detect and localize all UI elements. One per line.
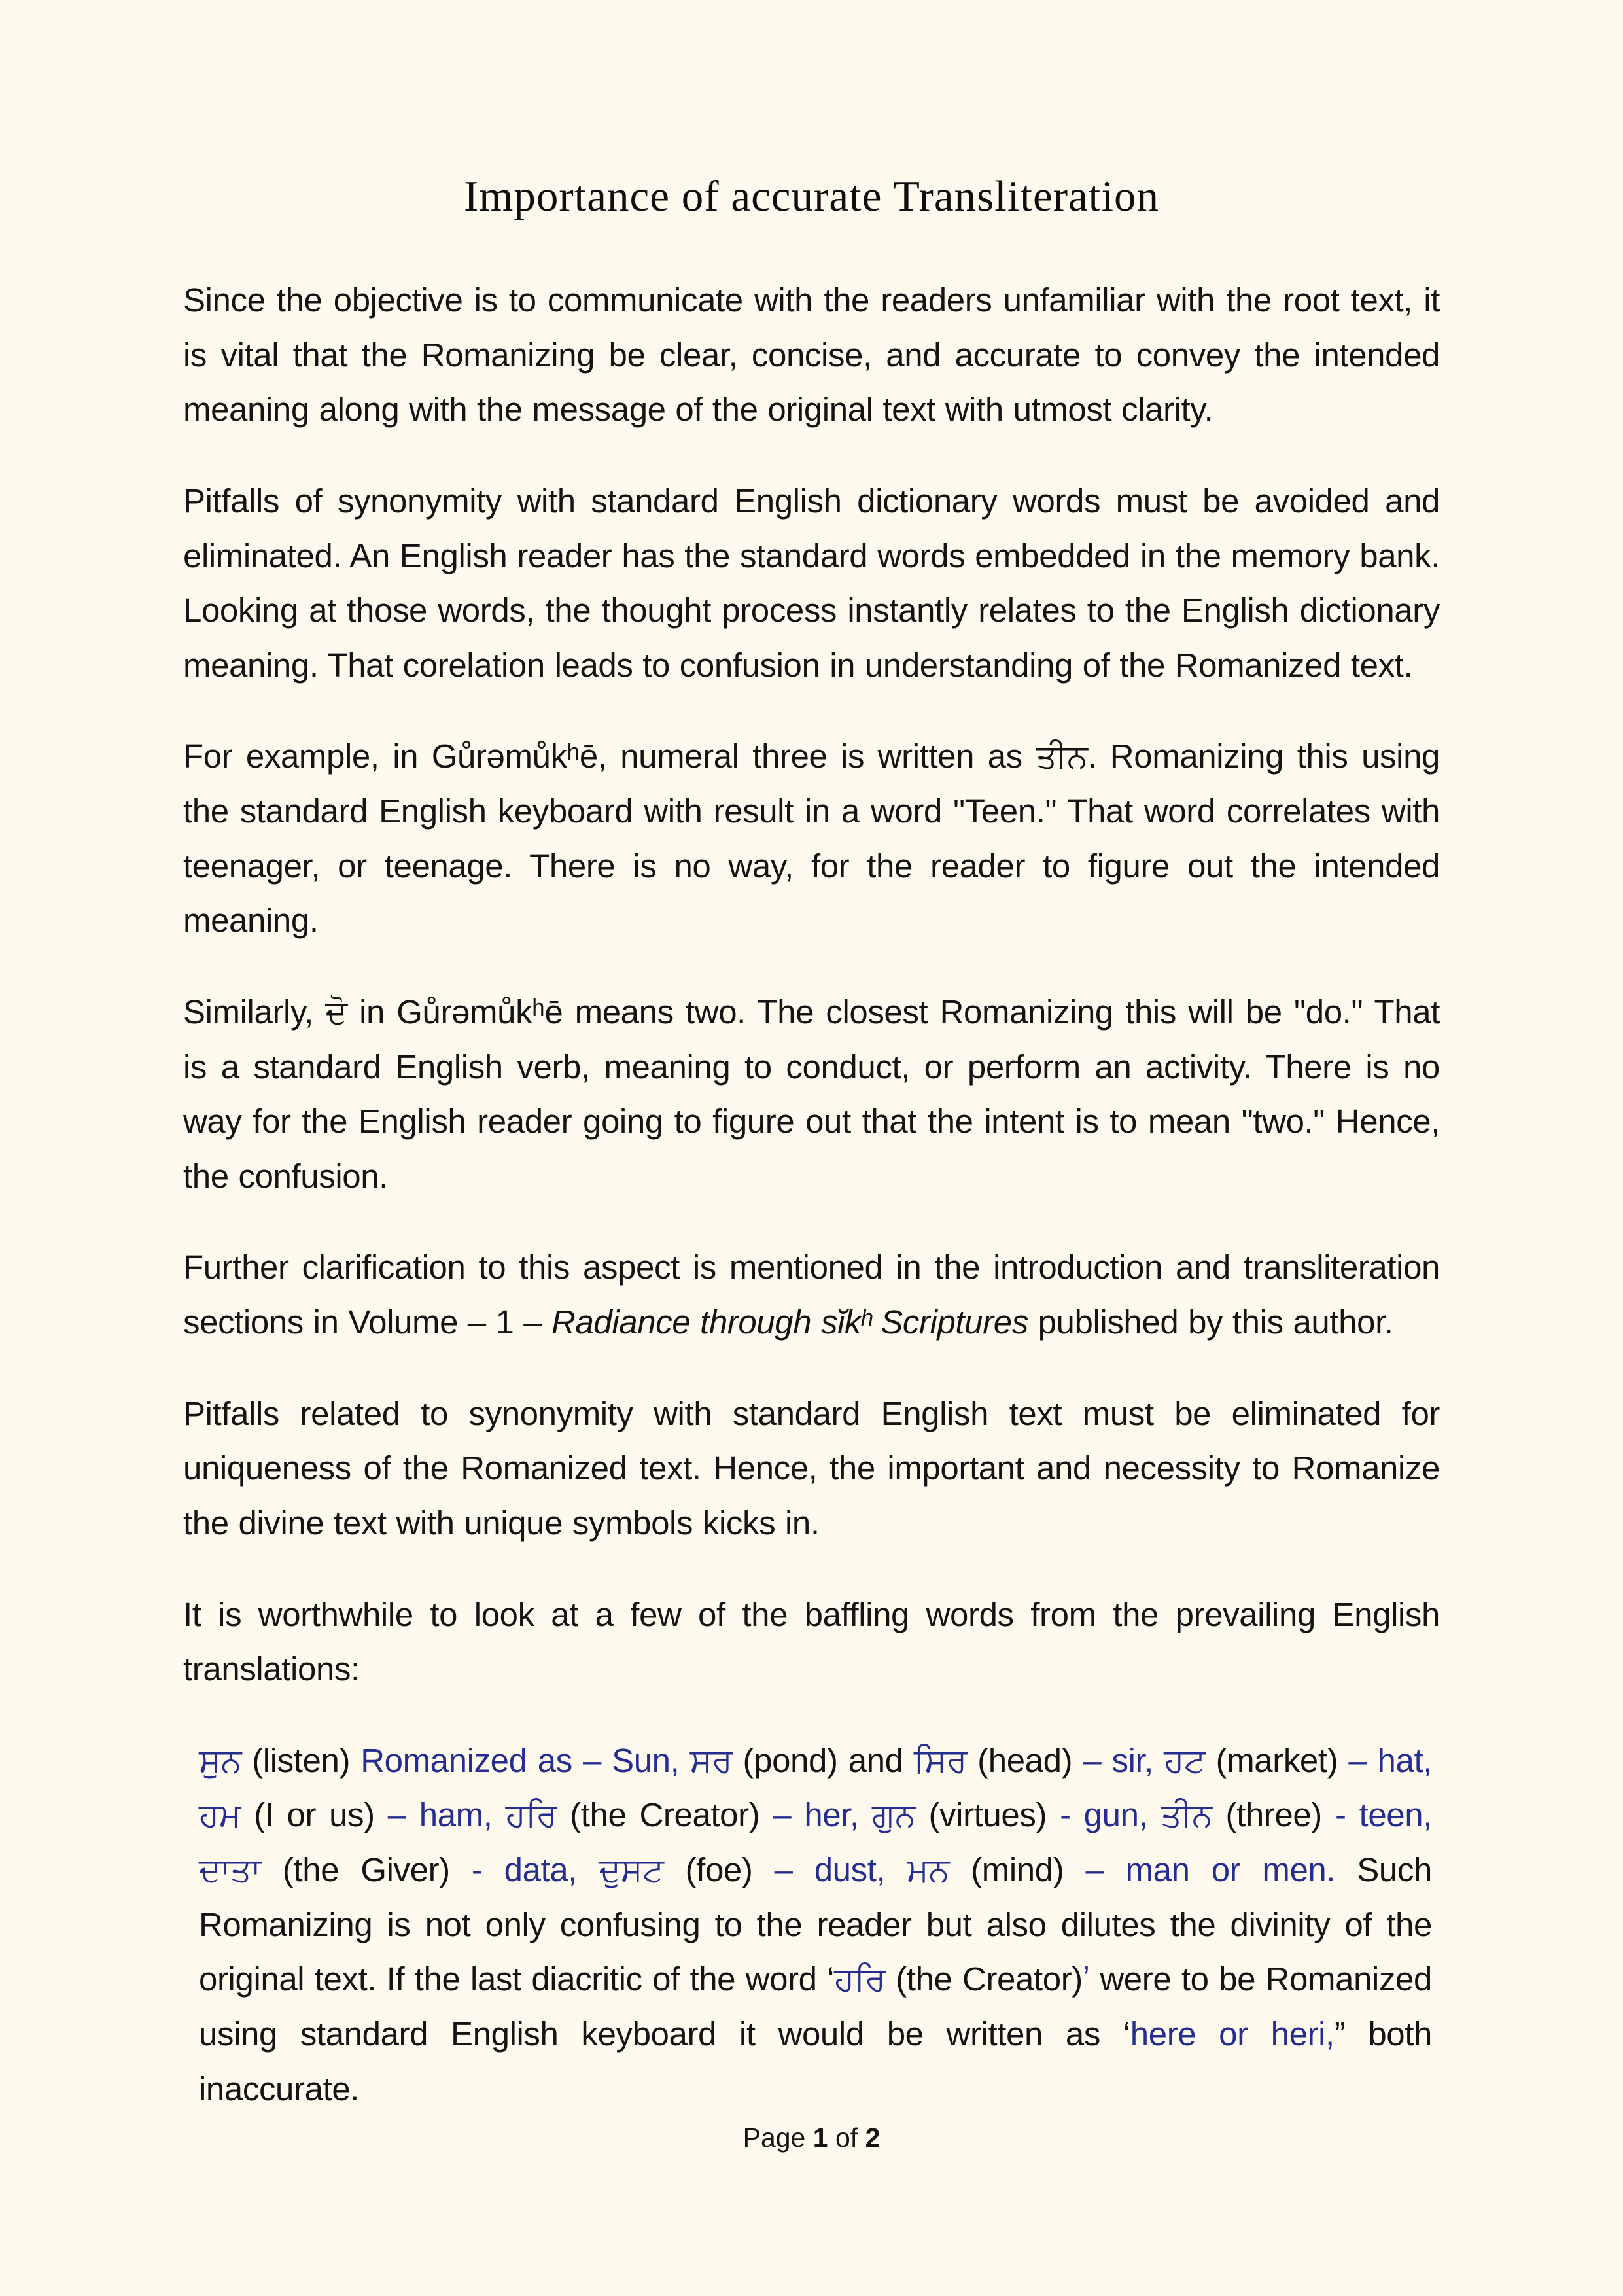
text-segment: were to be Romanized using standard English keyboard it would be written as ‘	[199, 1960, 1432, 2053]
gurmukhi-word: ਤੀਨ	[1036, 737, 1088, 775]
text-segment: Pitfalls related to synonymity with standard English text must be eliminated for uniqueness of the Romanized text. Hence, the important and necessity to Romanize the divine text with unique symbols kicks in.	[183, 1394, 1440, 1542]
text-segment: (I or us)	[241, 1796, 388, 1834]
text-segment	[885, 1851, 907, 1888]
text-segment: (the Giver)	[260, 1851, 472, 1888]
gurmukhi-word: ਗੁਨ	[871, 1796, 916, 1834]
text-segment	[1147, 1796, 1161, 1833]
gurmukhi-word: ਸਿਰ	[913, 1741, 967, 1779]
text-segment: – hat,	[1348, 1741, 1433, 1779]
gurmukhi-word: ਹਰਿ	[834, 1960, 886, 1998]
footer-total-pages: 2	[865, 2123, 881, 2153]
text-segment: Further clarification to this aspect is mentioned in the introduction and transliteration sections in Volume – 1 –	[183, 1248, 1440, 1341]
text-segment: ” both inaccurate.	[199, 2015, 1432, 2108]
para-example-teen	[183, 729, 1440, 948]
text-segment: (market)	[1205, 1741, 1349, 1779]
text-segment: (the Creator)	[557, 1796, 773, 1834]
text-segment: (listen)	[241, 1741, 361, 1779]
gurmukhi-word: ਦਾਤਾ	[199, 1851, 261, 1888]
text-segment: - data,	[471, 1851, 578, 1888]
text-segment: Since the objective is to communicate with the readers unfamiliar with the root text, it is vital that the Romanizing be clear, concise, and accurate to convey the intended meaning along with the message of the original text with utmost clarity.	[183, 281, 1440, 429]
text-segment: – sir,	[1083, 1741, 1154, 1779]
footer-current-page: 1	[812, 2123, 828, 2153]
text-segment: here or heri,	[1130, 2015, 1335, 2053]
para-objective	[183, 273, 1440, 437]
text-segment: (mind)	[949, 1851, 1086, 1888]
text-segment	[577, 1851, 599, 1888]
text-segment: – dust,	[774, 1851, 886, 1888]
text-segment: It is worthwhile to look at a few of the baffling words from the prevailing English translations:	[183, 1595, 1440, 1688]
para-baffling-words-intro	[183, 1587, 1440, 1697]
text-segment: ʼ	[1082, 1960, 1090, 1998]
text-segment: published by this author.	[1028, 1303, 1393, 1341]
gurmukhi-word: ਤੀਨ	[1161, 1796, 1213, 1834]
document-body	[183, 273, 1440, 2116]
text-segment: (foe)	[663, 1851, 775, 1888]
text-segment: . Romanizing this using the standard English keyboard with result in a word "Teen." That word correlates with teenager, or teenage. There is no way, for the reader to figure out the intended meaning.	[183, 737, 1440, 940]
gurmukhi-word: ਹਮ	[199, 1796, 241, 1834]
para-baffling-words-examples	[183, 1733, 1440, 2116]
text-segment: Radiance through sĭkʰ Scriptures	[551, 1303, 1028, 1341]
gurmukhi-word: ਦੋ	[325, 993, 347, 1031]
text-segment: – her,	[773, 1796, 859, 1834]
text-segment	[1153, 1742, 1164, 1779]
text-segment: Such Romanizing is not only confusing to the reader but also dilutes the divinity of the original text. If the last diacritic of the word ‘	[199, 1851, 1432, 1998]
text-segment: (virtues)	[915, 1796, 1060, 1834]
footer-of-label: of	[828, 2123, 865, 2153]
text-segment: - gun,	[1060, 1796, 1148, 1834]
para-pitfalls-eliminated	[183, 1386, 1440, 1551]
text-segment: – ham,	[387, 1796, 493, 1834]
gurmukhi-word: ਦੁਸਟ	[599, 1851, 664, 1888]
text-segment: For example, in Gůrəmůkʰē, numeral three is written as	[183, 737, 1036, 775]
text-segment: (pond) and	[732, 1741, 914, 1779]
text-segment: (the Creator)	[885, 1960, 1083, 1998]
text-segment: (three)	[1212, 1796, 1335, 1834]
page-footer	[0, 2123, 1623, 2153]
gurmukhi-word: ਹਰਿ	[505, 1796, 557, 1834]
text-segment: (head)	[967, 1741, 1083, 1779]
text-segment: in Gůrəmůkʰē means two. The closest Romanizing this will be "do." That is a standard English verb, meaning to conduct, or perform an activity. There is no way for the English reader going to figure out that the intent is to mean "two." Hence, the confusion.	[183, 993, 1440, 1195]
gurmukhi-word: ਸੁਨ	[199, 1741, 242, 1779]
para-pitfalls-synonymity	[183, 474, 1440, 693]
para-further-clarification	[183, 1240, 1440, 1349]
footer-page-label: Page	[742, 2123, 813, 2153]
text-segment: – man or men.	[1085, 1851, 1336, 1888]
para-example-do	[183, 985, 1440, 1204]
gurmukhi-word: ਸਰ	[689, 1741, 733, 1779]
gurmukhi-word: ਮਨ	[907, 1851, 950, 1888]
text-segment	[859, 1796, 872, 1833]
text-segment: - teen,	[1335, 1796, 1432, 1834]
text-segment	[679, 1742, 689, 1779]
gurmukhi-word: ਹਟ	[1164, 1741, 1206, 1779]
page-title: Importance of accurate Transliteration	[463, 172, 1160, 221]
text-segment: Similarly,	[183, 993, 326, 1031]
text-segment: Romanized as – Sun,	[360, 1741, 680, 1779]
text-segment	[493, 1796, 506, 1833]
text-segment: Pitfalls of synonymity with standard English dictionary words must be avoided and eliminated. An English reader has the standard words embedded in the memory bank. Looking at those words, the thought process instantly relates to the English dictionary meaning. That corelation leads to confusion in understanding of the Romanized text.	[183, 482, 1440, 684]
